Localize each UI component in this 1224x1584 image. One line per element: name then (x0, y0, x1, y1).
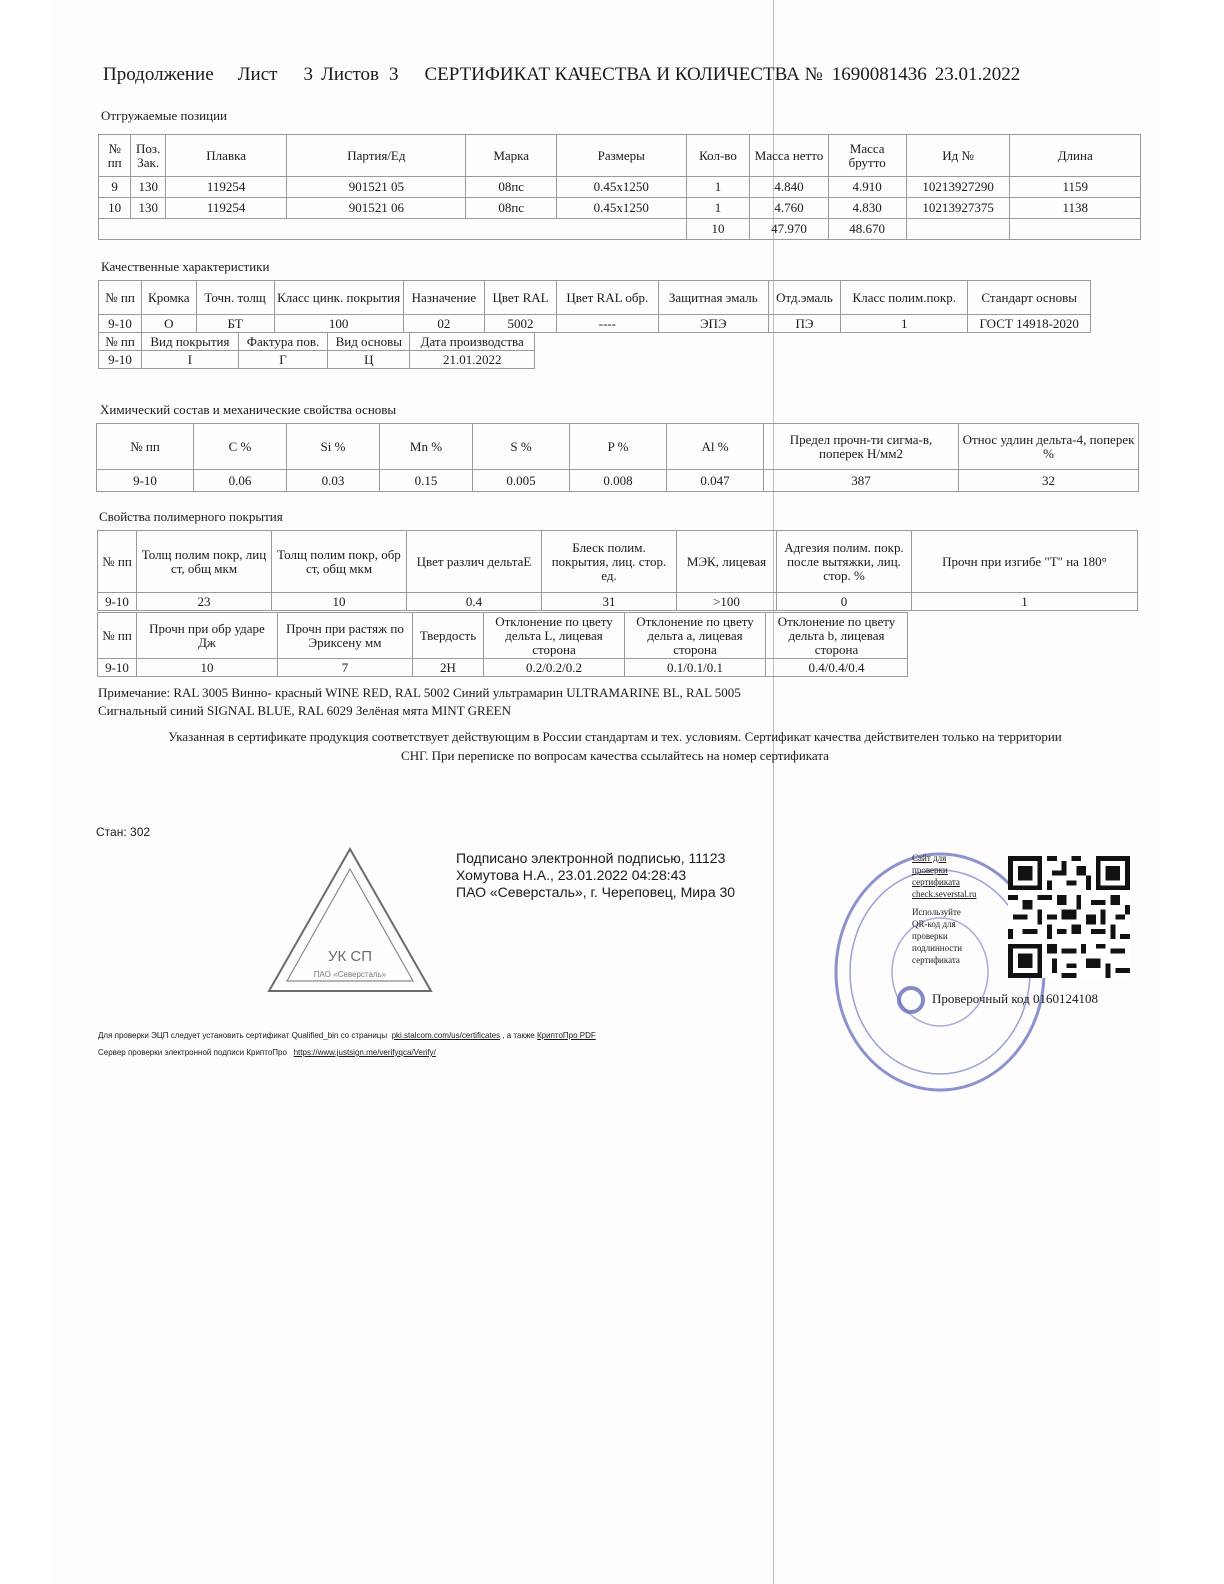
polymer-section-title: Свойства полимерного покрытия (99, 509, 283, 524)
col-header: Адгезия полим. покр. после вытяжки, лиц. стор. % (777, 531, 912, 593)
col-header: Вид покрытия (142, 333, 239, 351)
certificate-number: 1690081436 (831, 64, 927, 85)
mill-value: 302 (130, 825, 151, 839)
col-header: Дата производства (410, 333, 535, 351)
cell: 0.45x1250 (556, 198, 686, 219)
cell: 9-10 (98, 593, 137, 611)
cell: 0.06 (194, 470, 287, 492)
col-header: P % (570, 424, 667, 470)
cell: 10213927290 (906, 177, 1010, 198)
footer-text-1b: , а также (502, 1031, 535, 1040)
table-header-row (98, 531, 1138, 593)
cell: 901521 05 (287, 177, 466, 198)
qr-hint-5: сертификата (912, 955, 960, 965)
cell: 23 (137, 593, 272, 611)
col-header: Al % (667, 424, 764, 470)
col-header: Относ удлин дельта-4, поперек % (959, 424, 1139, 470)
sheets-label: Листов (320, 64, 379, 85)
cell: БТ (196, 315, 274, 333)
cell: 4.910 (828, 177, 906, 198)
cell: 08пс (466, 177, 557, 198)
cell: 02 (403, 315, 485, 333)
cell: 119254 (166, 198, 287, 219)
footer-text-2a: Сервер проверки электронной подписи КриптоПро (98, 1048, 287, 1057)
cell: 31 (542, 593, 677, 611)
signature-line-2: Хомутова Н.А., 23.01.2022 04:28:43 (456, 867, 687, 883)
col-header: Ид № (906, 135, 1010, 177)
verification-code-label: Проверочный код (932, 991, 1030, 1006)
cell: 9 (99, 177, 131, 198)
col-header: Толщ полим покр, лиц ст, общ мкм (137, 531, 272, 593)
col-header: Отклонение по цвету дельта b, лицевая сторона (766, 613, 908, 659)
col-header: Твердость (413, 613, 484, 659)
footer-link-justsign[interactable]: https://www.justsign.me/verifyqca/Verify/ (293, 1048, 436, 1057)
col-header: Марка (466, 135, 557, 177)
cell: >100 (677, 593, 777, 611)
cell: 0.15 (380, 470, 473, 492)
col-header: Mn % (380, 424, 473, 470)
cell: 0.005 (473, 470, 570, 492)
footer-link-pki[interactable]: pki.stalcom.com/us/certificates (391, 1031, 501, 1040)
cell: 1138 (1010, 198, 1141, 219)
sheets-total: 3 (388, 64, 399, 85)
cell: 100 (274, 315, 403, 333)
verification-code-value: 0160124108 (1032, 991, 1098, 1006)
cell: ГОСТ 14918-2020 (968, 315, 1091, 333)
cell: 08пс (466, 198, 557, 219)
cell: 1 (686, 198, 750, 219)
cell: 130 (131, 198, 166, 219)
cell: 0.008 (570, 470, 667, 492)
col-header: Класс полим.покр. (841, 281, 968, 315)
certificate-date: 23.01.2022 (934, 64, 1021, 85)
col-header: Партия/Ед (287, 135, 466, 177)
cell: 0 (777, 593, 912, 611)
cell: 0.1/0.1/0.1 (625, 659, 766, 677)
col-header: Размеры (556, 135, 686, 177)
cell: 387 (764, 470, 959, 492)
document-header (103, 64, 1020, 86)
table-row (99, 315, 1091, 333)
cell: 9-10 (99, 315, 142, 333)
cell: 9-10 (97, 470, 194, 492)
chem-section-title: Химический состав и механические свойства основы (100, 402, 397, 417)
col-header: Отклонение по цвету дельта L, лицевая сторона (484, 613, 625, 659)
col-header: Масса нетто (750, 135, 828, 177)
col-header: Точн. толщ (196, 281, 274, 315)
col-header: C % (194, 424, 287, 470)
col-header: Цвет различ дельтаE (407, 531, 542, 593)
footer-link-cryptopro[interactable]: КриптоПро PDF (537, 1031, 596, 1040)
mill-label: Стан: (96, 825, 127, 839)
col-header: МЭК, лицевая (677, 531, 777, 593)
footer-line-1 (98, 1031, 596, 1040)
totals-row (99, 219, 1141, 240)
col-header: Кол-во (686, 135, 750, 177)
total-qty: 10 (686, 219, 750, 240)
polymer-table-2 (97, 612, 908, 677)
col-header: Фактура пов. (238, 333, 327, 351)
shipped-section-title: Отгружаемые позиции (101, 108, 227, 123)
col-header: № пп (98, 531, 137, 593)
conformity-line-1: Указанная в сертификате продукция соответствует действующим в России стандартам и тех. условиям. Сертификат качества действителен только на территории (168, 729, 1062, 744)
col-header: Si % (287, 424, 380, 470)
stamp-main-text: УК СП (327, 948, 373, 965)
table-row (99, 198, 1141, 219)
cell: 21.01.2022 (410, 351, 535, 369)
polymer-table-1 (97, 530, 1138, 611)
cell: 9-10 (98, 659, 137, 677)
qr-hint-2: QR-код для (912, 919, 956, 929)
table-header-row (99, 281, 1091, 315)
electronic-signature-block (456, 850, 735, 901)
note-line-1: Примечание: RAL 3005 Винно- красный WINE RED, RAL 5002 Синий ультрамарин ULTRAMARINE BL, RAL 5005 (98, 685, 741, 700)
col-header: Плавка (166, 135, 287, 177)
col-header: Масса брутто (828, 135, 906, 177)
qr-instructions (912, 852, 976, 966)
cell: 2H (413, 659, 484, 677)
footer-line-2 (98, 1048, 436, 1057)
cell: 130 (131, 177, 166, 198)
cell: Г (238, 351, 327, 369)
qr-hint-3: проверки (912, 931, 948, 941)
verification-code (932, 991, 1098, 1007)
cell: 0.4 (407, 593, 542, 611)
col-header: Поз. Зак. (131, 135, 166, 177)
cell: 4.760 (750, 198, 828, 219)
sheet-number: 3 (303, 64, 313, 85)
cell: 10213927375 (906, 198, 1010, 219)
signature-line-3: ПАО «Северсталь», г. Череповец, Мира 30 (456, 884, 736, 900)
col-header: Цвет RAL обр. (556, 281, 658, 315)
table-row (99, 177, 1141, 198)
col-header: Блеск полим. покрытия, лиц. стор. ед. (542, 531, 677, 593)
site-link-text-2[interactable]: проверки (912, 865, 948, 875)
total-net: 47.970 (750, 219, 828, 240)
note-line-2: Сигнальный синий SIGNAL BLUE, RAL 6029 Зелёная мята MINT GREEN (98, 703, 511, 718)
chem-table (96, 423, 1139, 492)
col-header: Цвет RAL (485, 281, 557, 315)
conformity-line-2: СНГ. При переписке по вопросам качества ссылайтесь на номер сертификата (401, 748, 829, 763)
col-header: S % (473, 424, 570, 470)
col-header: № пп (98, 613, 137, 659)
continuation-label: Продолжение (103, 64, 214, 85)
col-header: Прочн при обр ударе Дж (137, 613, 278, 659)
table-header-row (99, 333, 535, 351)
cell: I (142, 351, 239, 369)
col-header: Прочн при растяж по Эриксену мм (278, 613, 413, 659)
cell: 0.2/0.2/0.2 (484, 659, 625, 677)
cell: ПЭ (768, 315, 840, 333)
cell: 1159 (1010, 177, 1141, 198)
qr-code[interactable] (1007, 856, 1131, 978)
sheet-label: Лист (237, 64, 278, 85)
shipped-table (98, 134, 1141, 240)
quality-section-title: Качественные характеристики (101, 259, 270, 274)
table-header-row (97, 424, 1139, 470)
col-header: Длина (1010, 135, 1141, 177)
col-header: Толщ полим покр, обр ст, общ мкм (272, 531, 407, 593)
col-header: Прочн при изгибе "Т" на 180° (912, 531, 1138, 593)
cell: ЭПЭ (658, 315, 768, 333)
col-header: Вид основы (328, 333, 410, 351)
cell: Ц (328, 351, 410, 369)
col-header: Класс цинк. покрытия (274, 281, 403, 315)
cell: 32 (959, 470, 1139, 492)
table-row (98, 593, 1138, 611)
qr-hint-4: подлинности (912, 943, 963, 953)
col-header: Отклонение по цвету дельта а, лицевая сторона (625, 613, 766, 659)
stamp-sub-text: ПАО «Северсталь» (313, 970, 387, 979)
cell: 0.03 (287, 470, 380, 492)
certificate-title: СЕРТИФИКАТ КАЧЕСТВА И КОЛИЧЕСТВА № (424, 64, 823, 85)
table-row (97, 470, 1139, 492)
signature-line-1: Подписано электронной подписью, 11123 (456, 850, 726, 866)
cell: 9-10 (99, 351, 142, 369)
quality-table-2 (98, 332, 535, 369)
table-header-row (99, 135, 1141, 177)
cell: О (142, 315, 197, 333)
col-header: Назначение (403, 281, 485, 315)
col-header: Защитная эмаль (658, 281, 768, 315)
col-header: № пп (99, 281, 142, 315)
footer-text-1a: Для проверки ЭЦП следует установить сертификат Qualified_bin со страницы (98, 1031, 388, 1040)
col-header: № пп (99, 135, 131, 177)
cell: 10 (137, 659, 278, 677)
cell: 4.830 (828, 198, 906, 219)
cell: 1 (841, 315, 968, 333)
col-header: Отд.эмаль (768, 281, 840, 315)
col-header: № пп (97, 424, 194, 470)
cell: 0.45x1250 (556, 177, 686, 198)
total-gross: 48.670 (828, 219, 906, 240)
col-header: Кромка (142, 281, 197, 315)
site-link-text-1[interactable]: Сайт для (912, 853, 947, 863)
quality-table-1 (98, 280, 1091, 333)
col-header: № пп (99, 333, 142, 351)
cell: 0.4/0.4/0.4 (766, 659, 908, 677)
col-header: Предел прочн-ти сигма-в, поперек Н/мм2 (764, 424, 959, 470)
cell (1010, 219, 1141, 240)
cell: 1 (912, 593, 1138, 611)
cell: 1 (686, 177, 750, 198)
cell (906, 219, 1010, 240)
cell: 119254 (166, 177, 287, 198)
site-link-text-3[interactable]: сертификата (912, 877, 960, 887)
cell: 5002 (485, 315, 557, 333)
quality-control-stamp (265, 845, 435, 995)
totals-spacer (99, 219, 687, 240)
cell: 7 (278, 659, 413, 677)
cell: 4.840 (750, 177, 828, 198)
table-row (98, 659, 908, 677)
cell: 0.047 (667, 470, 764, 492)
cell: ---- (556, 315, 658, 333)
cell: 901521 06 (287, 198, 466, 219)
conformity-statement (100, 727, 1130, 765)
qr-hint-1: Используйте (912, 907, 961, 917)
cell: 10 (272, 593, 407, 611)
table-row (99, 351, 535, 369)
cell: 10 (99, 198, 131, 219)
mill-info (96, 825, 150, 839)
site-link-url[interactable]: check.severstal.ru (912, 889, 977, 899)
col-header: Стандарт основы (968, 281, 1091, 315)
table-header-row (98, 613, 908, 659)
